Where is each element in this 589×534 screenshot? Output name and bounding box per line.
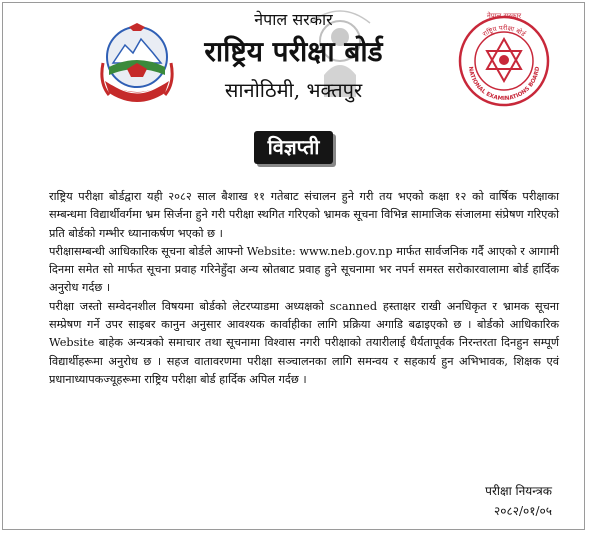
seal-bottom-text: NATIONAL EXAMINATIONS BOARD: [466, 66, 542, 103]
notice-paragraph: परीक्षा जस्तो सम्वेदनशील विषयमा बोर्डको लेटरप्याडमा अध्यक्षको scanned हस्ताक्षर राखी अनधिकृत र भ्रामक सूचना सम्प्रेषण गर्ने उपर साइबर कानुन अनुसार आवश्यक कार्वाहीका लागि प्रक्रिया अगाडि बढाइएको छ । बोर्डको आधिकारिक Website बाहेक अन्यत्रको समाचार तथा सूचनामा विश्वास नगरी परीक्षाको तयारीलाई धैर्यतापूर्वक निरन्तरता दिनहुन सम्पूर्ण विद्यार्थीहरूमा अनुरोध छ । सहज वातावरणमा परीक्षा सञ्चालनका लागि समन्वय र सहकार्य हुन अभिभावक, शिक्षक एवं प्रधानाध्यापकज्यूहरूमा राष्ट्रिय परीक्षा बोर्ड हार्दिक अपिल गर्दछ ।: [49, 299, 559, 386]
notice-date: २०८२/०१/०५: [493, 504, 552, 518]
notice-paragraph: परीक्षासम्बन्धी आधिकारिक सूचना बोर्डले आफ्नो Website: www.neb.gov.np मार्फत सार्वजनिक गर्दै आएको र आगामी दिनमा समेत सो मार्फत सूचना प्रवाह गरिनेहुँदा अन्य स्रोतबाट प्रवाह हुने सूचनामा भर नपर्न समस्त सरोकारवालामा बोर्ड हार्दिक अनुरोध गर्दछ ।: [49, 244, 559, 295]
signature-block: [485, 481, 552, 521]
signatory-title: परीक्षा नियन्त्रक: [485, 484, 552, 498]
seal-mid-text: राष्ट्रिय परीक्षा बोर्ड: [481, 23, 527, 39]
board-location: सानोठिमी, भक्तपुर: [224, 78, 363, 102]
letterhead: [3, 3, 584, 128]
neb-seal-icon: [455, 9, 553, 109]
notice-paragraph: राष्ट्रिय परीक्षा बोर्डद्वारा यही २०८२ साल बैशाख ११ गतेबाट संचालन हुने गरी तय भएको कक्षा १२ को वार्षिक परीक्षाका सम्बन्धमा विद्यार्थीवर्गमा भ्रम सिर्जना हुने गरी परीक्षा स्थगित गरिएको भ्रामक सूचना विभिन्न सामाजिक संजालमा संप्रेषण गरिएको प्रति बोर्डको गम्भीर ध्यानाकर्षण भएको छ ।: [49, 190, 559, 240]
notice-title: विज्ञप्ती: [254, 131, 334, 164]
notice-title-wrap: [3, 131, 584, 164]
government-name: नेपाल सरकार: [254, 10, 333, 29]
seal-top-text: नेपाल सरकार: [486, 12, 522, 20]
notice-document: [2, 2, 585, 530]
board-name: राष्ट्रिय परीक्षा बोर्ड: [204, 35, 383, 68]
notice-body: [49, 188, 559, 389]
